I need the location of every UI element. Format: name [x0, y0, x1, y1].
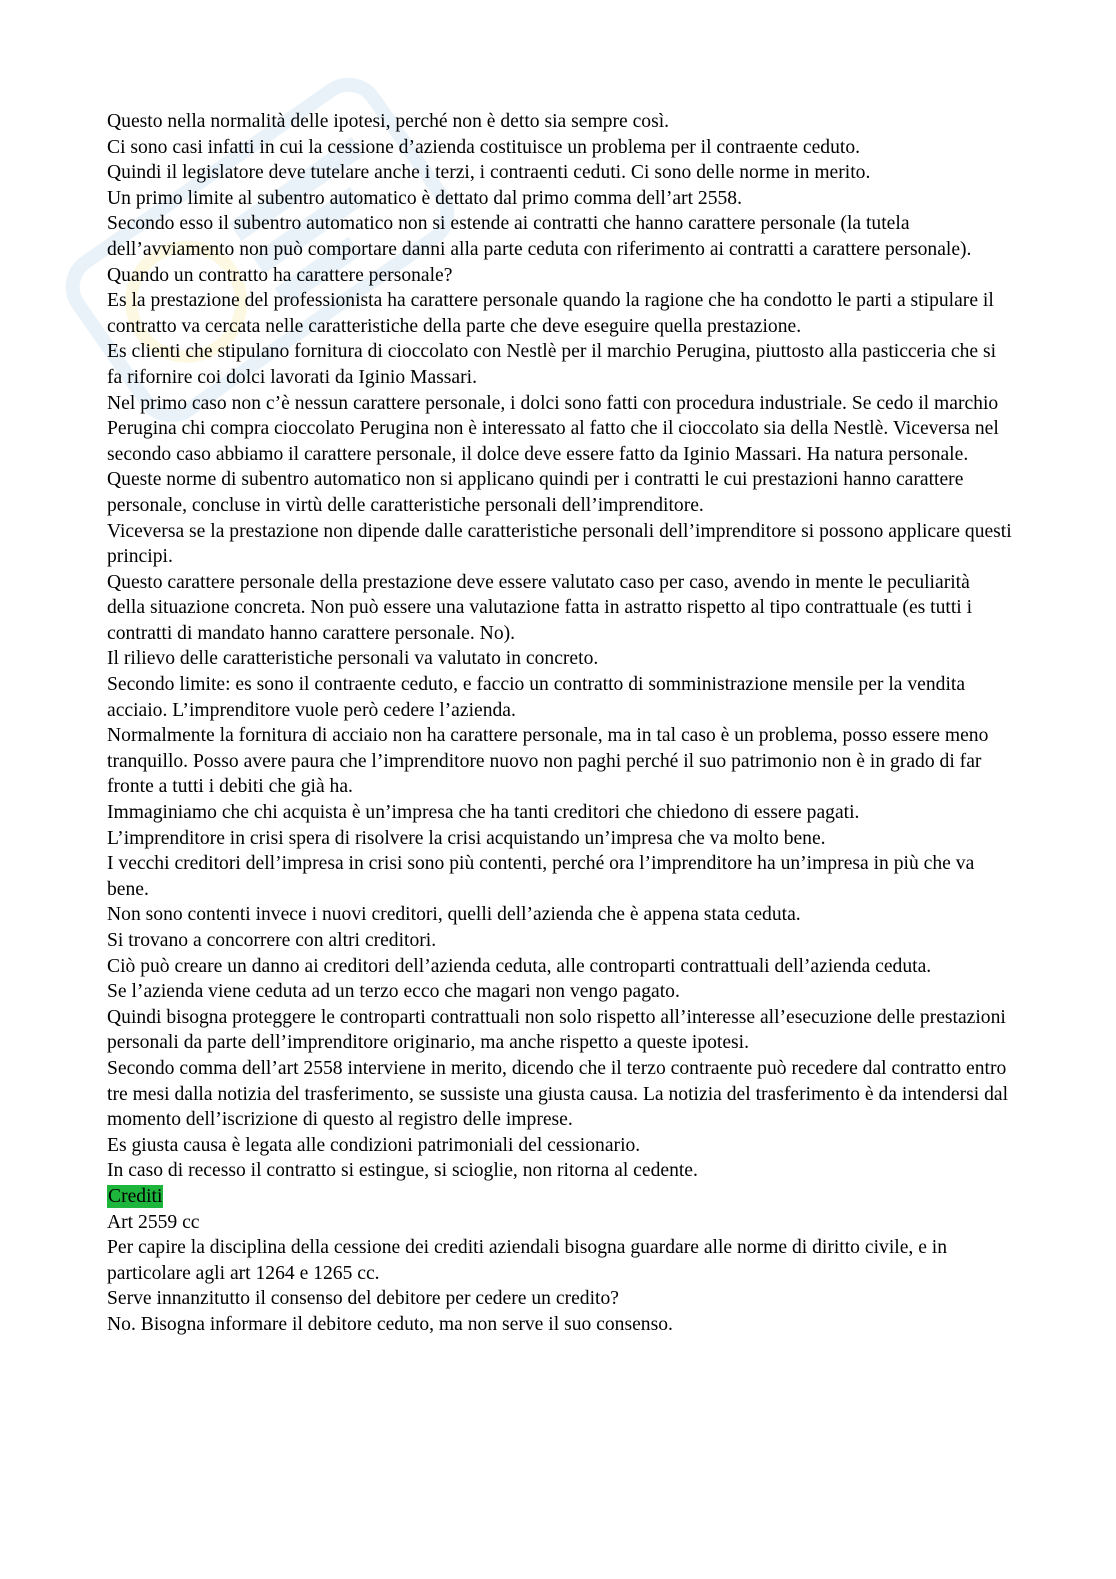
- paragraph: Questo nella normalità delle ipotesi, perché non è detto sia sempre così.: [107, 111, 670, 132]
- paragraph: Quindi bisogna proteggere le controparti contrattuali non solo rispetto all’interesse all’esecuzione delle prestazioni personali da parte dell’imprenditore originario, ma anche rispetto a queste ipotesi.: [107, 1006, 1006, 1054]
- paragraph: I vecchi creditori dell’impresa in crisi sono più contenti, perché ora l’imprenditore ha un’impresa in più che va bene.: [107, 853, 975, 900]
- paragraph: Quindi il legislatore deve tutelare anche i terzi, i contraenti ceduti. Ci sono delle norme in merito.: [107, 162, 871, 184]
- paragraph: Il rilievo delle caratteristiche personali va valutato in concreto.: [107, 648, 599, 670]
- paragraph: Immaginiamo che chi acquista è un’impresa che ha tanti creditori che chiedono di essere pagati.: [107, 802, 860, 824]
- paragraph: Secondo esso il subentro automatico non si estende ai contratti che hanno carattere personale (la tutela dell’avviamento non può comportare danni alla parte ceduta con riferimento ai contratti a carattere personale).: [107, 213, 972, 260]
- paragraph: Un primo limite al subentro automatico è dettato dal primo comma dell’art 2558.: [107, 187, 742, 209]
- paragraph: L’imprenditore in crisi spera di risolvere la crisi acquistando un’impresa che va molto bene.: [107, 827, 826, 849]
- paragraph: No. Bisogna informare il debitore ceduto, ma non serve il suo consenso.: [107, 1313, 673, 1335]
- paragraph: Serve innanzitutto il consenso del debitore per cedere un credito?: [107, 1288, 619, 1310]
- paragraph: Viceversa se la prestazione non dipende dalle caratteristiche personali dell’imprenditore si possono applicare questi principi.: [107, 520, 1012, 568]
- paragraph: Art 2559 cc: [107, 1211, 200, 1233]
- paragraph: Es clienti che stipulano fornitura di cioccolato con Nestlè per il marchio Perugina, piuttosto alla pasticceria che si fa rifornire coi dolci lavorati da Iginio Massari.: [107, 341, 997, 388]
- paragraph: Ci sono casi infatti in cui la cessione d’azienda costituisce un problema per il contraente ceduto.: [107, 136, 861, 158]
- paragraph: Ciò può creare un danno ai creditori dell’azienda ceduta, alle controparti contrattuali dell’azienda ceduta.: [107, 955, 932, 977]
- paragraph: Secondo limite: es sono il contraente ceduto, e faccio un contratto di somministrazione mensile per la vendita acciaio. L’imprenditore vuole però cedere l’azienda.: [107, 674, 966, 721]
- paragraph: Per capire la disciplina della cessione dei crediti aziendali bisogna guardare alle norme di diritto civile, e in particolare agli art 1264 e 1265 cc.: [107, 1237, 948, 1284]
- paragraph: Non sono contenti invece i nuovi creditori, quelli dell’azienda che è appena stata ceduta.: [107, 904, 801, 926]
- paragraph: Questo carattere personale della prestazione deve essere valutato caso per caso, avendo in mente le peculiarità della situazione concreta. Non può essere una valutazione fatta in astratto rispetto al tipo contrattuale (es tutti i contratti di mandato hanno carattere personale. No).: [107, 571, 973, 644]
- paragraph: Nel primo caso non c’è nessun carattere personale, i dolci sono fatti con procedura industriale. Se cedo il marchio Perugina chi compra cioccolato Perugina non è interessato al fatto che il cioccolato sia della Nestlè. Viceversa nel secondo caso abbiamo il carattere personale, il dolce deve essere fatto da Iginio Massari. Ha natura personale.: [107, 392, 999, 465]
- paragraph: Se l’azienda viene ceduta ad un terzo ecco che magari non vengo pagato.: [107, 981, 680, 1003]
- paragraph: Secondo comma dell’art 2558 interviene in merito, dicendo che il terzo contraente può recedere dal contratto entro tre mesi dalla notizia del trasferimento, se sussiste una giusta causa. La notizia del trasferimento è da intendersi dal momento dell’iscrizione di questo al registro delle imprese.: [107, 1057, 1009, 1131]
- paragraph: In caso di recesso il contratto si estingue, si scioglie, non ritorna al cedente.: [107, 1160, 698, 1182]
- paragraph: Quando un contratto ha carattere personale?: [107, 264, 453, 286]
- section-heading-row: [107, 1184, 1012, 1210]
- document-body: [107, 109, 1012, 1338]
- paragraph: Es giusta causa è legata alle condizioni patrimoniali del cessionario.: [107, 1134, 641, 1156]
- paragraph: Si trovano a concorrere con altri creditori.: [107, 930, 437, 951]
- paragraph: Normalmente la fornitura di acciaio non ha carattere personale, ma in tal caso è un problema, posso essere meno tranquillo. Posso avere paura che l’imprenditore nuovo non paghi perché il suo patrimonio non è in grado di far fronte a tutti i debiti che già ha.: [107, 725, 989, 798]
- paragraph: Es la prestazione del professionista ha carattere personale quando la ragione che ha condotto le parti a stipulare il contratto va cercata nelle caratteristiche della parte che deve eseguire quella prestazione.: [107, 290, 994, 337]
- paragraph: Queste norme di subentro automatico non si applicano quindi per i contratti le cui prestazioni hanno carattere personale, concluse in virtù delle caratteristiche personali dell’imprenditore.: [107, 469, 964, 516]
- section-heading: Crediti: [108, 1185, 163, 1207]
